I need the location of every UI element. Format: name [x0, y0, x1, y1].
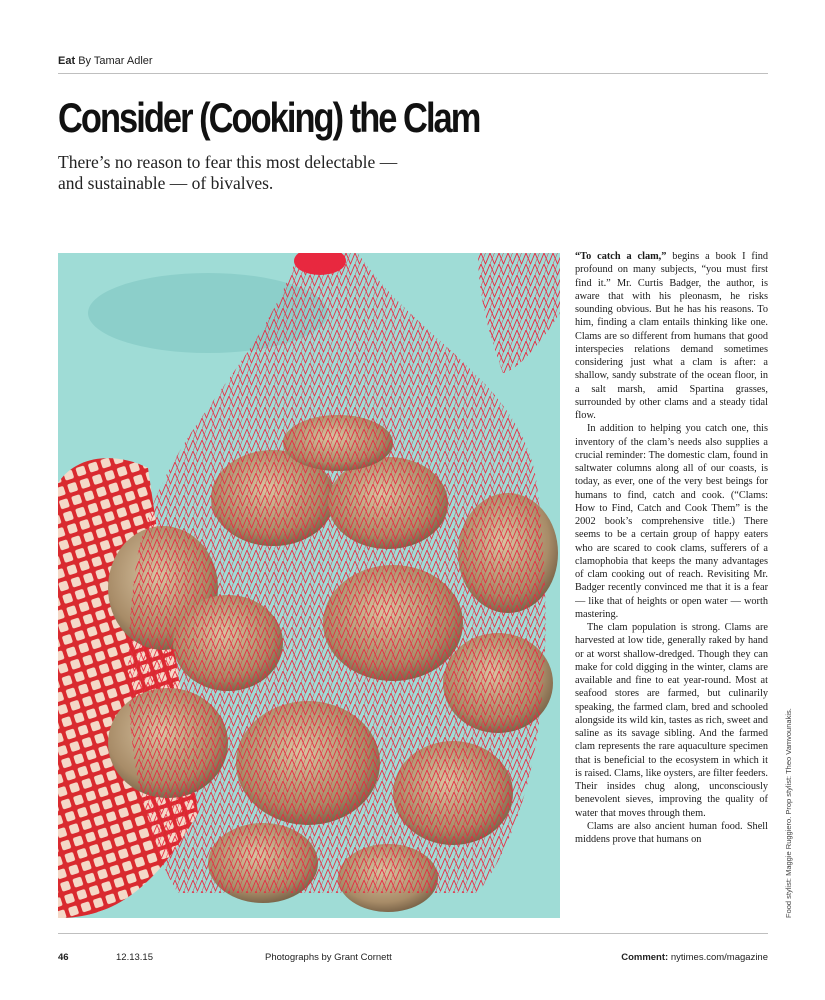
top-rule [58, 73, 768, 74]
paragraph-1 [575, 250, 768, 422]
paragraph-3: The clam population is strong. Clams are harvested at low tide, generally raked by hand or at worst shallow-dredged. Though they can make for cold digging in the winter, clams are available and fine to eat year-round. Most at seafood stores are farmed, but culinarily speaking, the farmed clam, bred and schooled alongside its wild kin, tastes as rich, sweet and saline as its savage sibling. And the farmed clam represents the rare aquaculture specimen that is beneficial to the ecosystem in which it is raised. Clams, like oysters, are filter feeders. Their insides chug along, unconsciously benevolent sieves, improving the quality of water that moves through them. [575, 622, 768, 819]
comment-link[interactable] [621, 952, 768, 963]
paragraph-2: In addition to helping you catch one, this inventory of the clam’s needs also supplies a crucial reminder: The domestic clam, found in saltwater columns along all of our coasts, is today, as ever, one of the very best beings for humans to find, catch and cook. (“Clams: How to Find, Catch and Cook Them” is the 2002 book’s comprehensive title.) There seems to be a certain group of happy eaters who are scared to cook clams, sufferers of a clamophobia that keeps the many advantages of clam cooking out of reach. Revisiting Mr. Badger recently convinced me that it is a fear — like that of heights or open water — worth mastering. [575, 423, 768, 620]
comment-url[interactable]: nytimes.com/magazine [668, 952, 768, 963]
article-body [575, 250, 768, 950]
lead-in: “To catch a clam,” [575, 251, 667, 262]
section-label: Eat [58, 55, 76, 67]
byline: By Tamar Adler [78, 55, 153, 67]
paragraph-4: Clams are also ancient human food. Shell middens prove that humans on [575, 820, 768, 845]
paragraph-1-text: begins a book I find profound on many subjects, “you must first find it.” Mr. Curtis Badger, the author, is aware that with his pleonasm, he risks sounding obvious. But he has his reasons. To him, finding a clam entails thinking like one. Clams are so different from humans that good interspecies relations demand sometimes considering just what a clam is after: a shallow, sandy substrate of the ocean floor, in a salt marsh, amid Spartina grasses, surrounded by other clams and a steady tidal flow. [575, 251, 768, 421]
section-header [58, 55, 768, 67]
bottom-rule [58, 933, 768, 934]
comment-label: Comment: [621, 952, 669, 963]
stylist-credits: Food stylist: Maggie Ruggiero. Prop stylist: Theo Vamvounakis. [784, 708, 793, 918]
page-number: 46 [58, 952, 69, 963]
issue-date: 12.13.15 [116, 952, 153, 963]
dek: There’s no reason to fear this most delectable — and sustainable — of bivalves. [58, 152, 398, 193]
headline: Consider (Cooking) the Clam [58, 94, 480, 141]
photo-illustration [58, 253, 560, 918]
clams-in-net-photo [58, 253, 560, 918]
photo-credit: Photographs by Grant Cornett [265, 952, 392, 963]
page-footer [58, 952, 768, 966]
